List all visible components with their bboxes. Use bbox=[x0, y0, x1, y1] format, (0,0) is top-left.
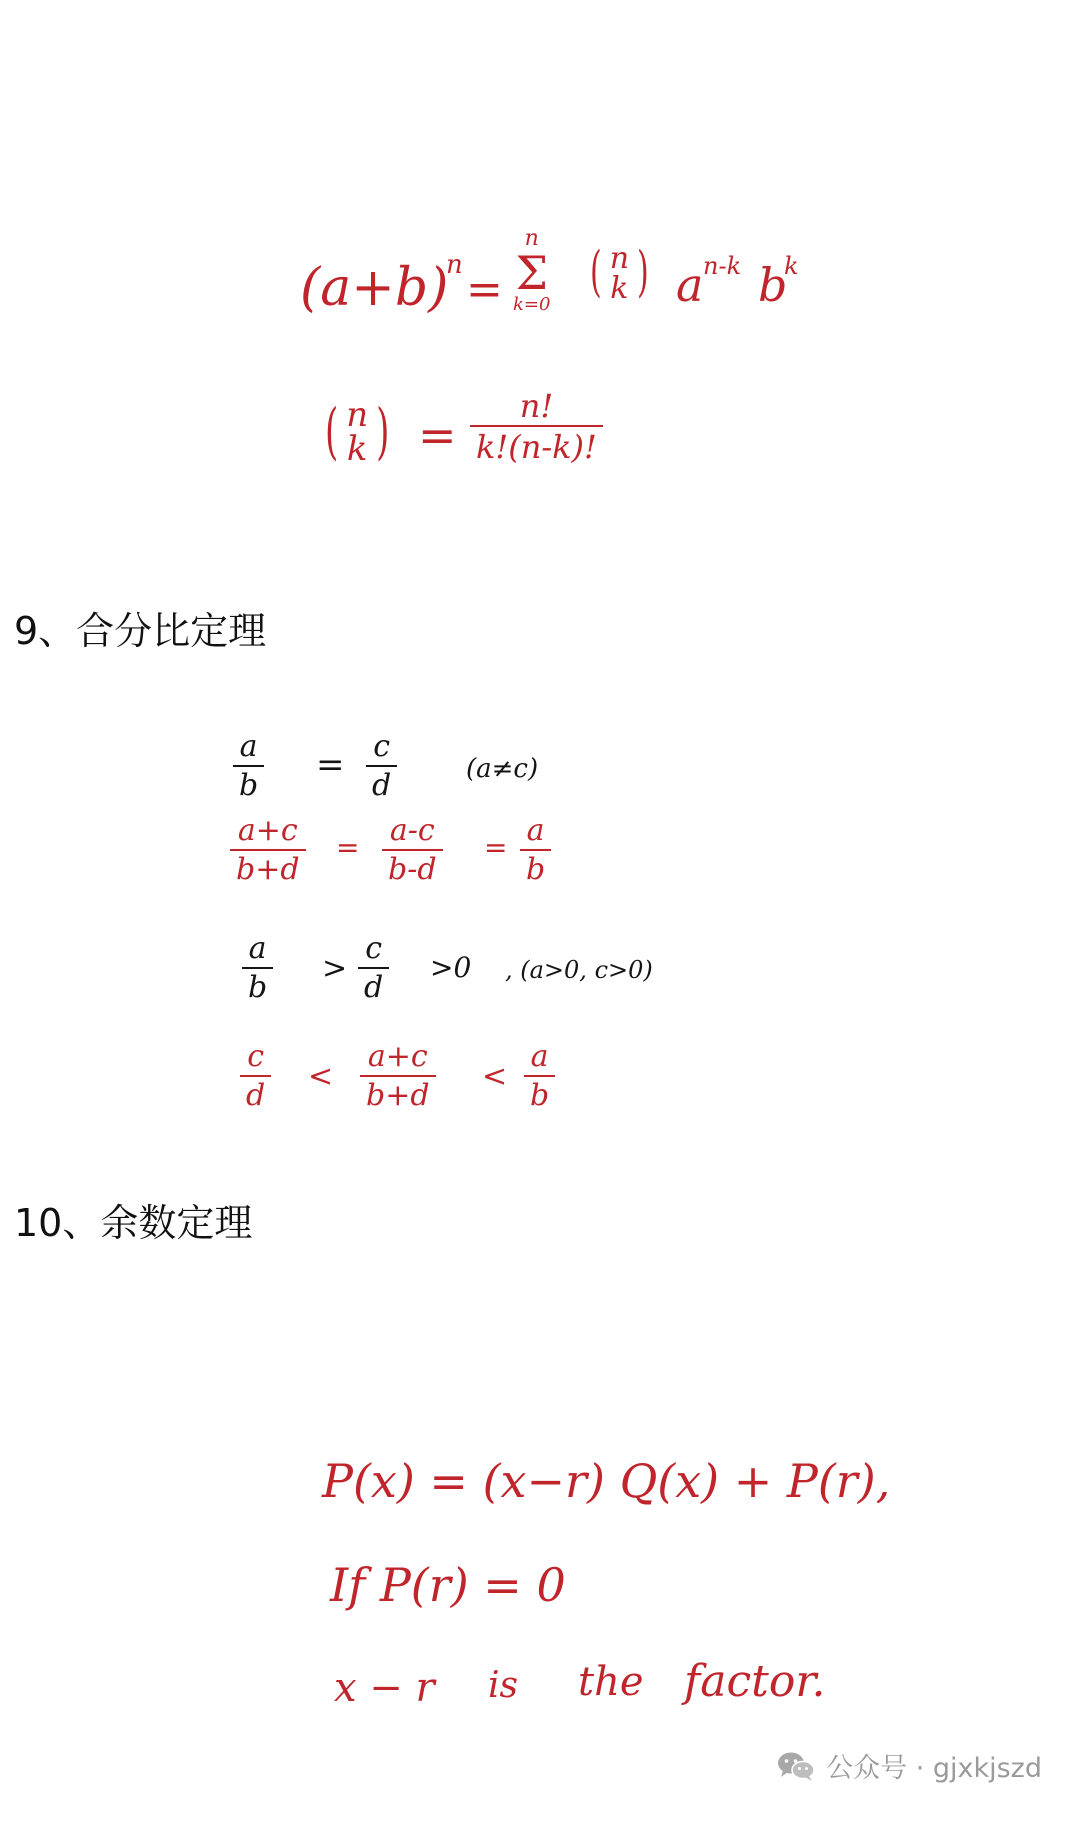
fraction-bar bbox=[470, 425, 603, 427]
word-the: the bbox=[578, 1659, 644, 1705]
fraction-bar bbox=[382, 849, 443, 851]
fraction-bar bbox=[366, 765, 397, 767]
sum-upper-limit: n bbox=[524, 226, 539, 251]
fraction-a-b bbox=[233, 729, 264, 803]
numerator: a bbox=[248, 931, 267, 966]
fraction-bar bbox=[520, 849, 551, 851]
denominator: d bbox=[372, 768, 392, 803]
numerator: c bbox=[247, 1039, 265, 1074]
binom-bottom: k bbox=[610, 271, 629, 306]
binomial-coefficient bbox=[590, 241, 649, 306]
term-exp-a: n-k bbox=[703, 252, 742, 280]
numerator: a bbox=[526, 813, 545, 848]
section-9-heading: 9、合分比定理 bbox=[14, 609, 267, 653]
wechat-icon bbox=[776, 1750, 816, 1782]
greater-than-sign: > bbox=[322, 951, 348, 986]
fraction-a-over-b bbox=[524, 1039, 555, 1113]
fraction-bar bbox=[242, 967, 273, 969]
right-paren: ) bbox=[637, 241, 649, 305]
denominator: b+d bbox=[366, 1078, 430, 1113]
fraction-bar bbox=[240, 1075, 271, 1077]
coef-bottom: k bbox=[346, 429, 368, 469]
coef-denominator: k!(n-k)! bbox=[476, 428, 597, 466]
equals-sign: = bbox=[316, 745, 345, 785]
left-paren: ( bbox=[325, 396, 339, 468]
fraction-a-plus-c-over-b-plus-d bbox=[230, 813, 306, 887]
equals-sign: = bbox=[336, 831, 360, 864]
numerator: a bbox=[530, 1039, 549, 1074]
condition-positive: , (a>0, c>0) bbox=[505, 956, 653, 984]
fraction-a-b bbox=[242, 931, 273, 1005]
fraction-c-over-d bbox=[240, 1039, 271, 1113]
section-10-heading: 10、余数定理 bbox=[14, 1201, 253, 1245]
fraction-bar bbox=[360, 1075, 436, 1077]
binomial-lhs: (a+b) bbox=[300, 258, 449, 318]
denominator: b bbox=[239, 768, 259, 803]
numerator: a bbox=[239, 729, 258, 764]
numerator: a+c bbox=[237, 813, 298, 848]
fraction-bar bbox=[358, 967, 389, 969]
denominator: d bbox=[246, 1078, 266, 1113]
numerator: a-c bbox=[389, 813, 435, 848]
term-base-a: a bbox=[676, 258, 704, 312]
fraction-bar bbox=[230, 849, 306, 851]
coef-fraction bbox=[470, 387, 603, 466]
binomial-equals: = bbox=[466, 264, 503, 315]
numerator: c bbox=[373, 729, 391, 764]
equals-sign: = bbox=[484, 831, 508, 864]
greater-than-zero: >0 bbox=[430, 951, 472, 984]
summation bbox=[513, 228, 550, 314]
fraction-a-minus-c-over-b-minus-d bbox=[382, 813, 443, 887]
denominator: b bbox=[530, 1078, 550, 1113]
left-paren: ( bbox=[590, 241, 602, 305]
right-paren: ) bbox=[376, 396, 390, 468]
less-than-sign: < bbox=[308, 1059, 334, 1094]
fraction-a-over-b bbox=[520, 813, 551, 887]
coef-binomial bbox=[325, 395, 390, 469]
fraction-bar bbox=[524, 1075, 555, 1077]
binom-top: n bbox=[609, 241, 630, 276]
fraction-a-plus-c-over-b-plus-d bbox=[360, 1039, 436, 1113]
watermark-text: 公众号 · gjxkjszd bbox=[826, 1753, 1042, 1784]
term-exp-b: k bbox=[784, 252, 799, 280]
sum-lower-limit: k=0 bbox=[513, 294, 551, 315]
denominator: b bbox=[526, 852, 546, 887]
binomial-lhs-exponent: n bbox=[446, 250, 463, 280]
coef-top: n bbox=[346, 395, 369, 435]
sigma-icon: Σ bbox=[515, 246, 548, 300]
word-factor: factor. bbox=[684, 1656, 826, 1707]
remainder-condition: If P(r) = 0 bbox=[330, 1558, 566, 1612]
condition-a-neq-c: (a≠c) bbox=[466, 754, 539, 784]
wechat-watermark bbox=[776, 1746, 1042, 1785]
less-than-sign: < bbox=[482, 1059, 508, 1094]
term-base-b: b bbox=[758, 258, 788, 312]
remainder-equation: P(x) = (x−r) Q(x) + P(r), bbox=[322, 1454, 891, 1508]
fraction-c-d bbox=[366, 729, 397, 803]
factor-expression: x − r bbox=[334, 1665, 435, 1711]
numerator: c bbox=[365, 931, 383, 966]
fraction-bar bbox=[233, 765, 264, 767]
denominator: b-d bbox=[388, 852, 437, 887]
numerator: a+c bbox=[367, 1039, 428, 1074]
word-is: is bbox=[488, 1665, 518, 1706]
fraction-c-d bbox=[358, 931, 389, 1005]
denominator: b+d bbox=[236, 852, 300, 887]
denominator: b bbox=[248, 970, 268, 1005]
coef-numerator: n! bbox=[519, 387, 554, 425]
coef-equals: = bbox=[418, 408, 457, 462]
denominator: d bbox=[364, 970, 384, 1005]
